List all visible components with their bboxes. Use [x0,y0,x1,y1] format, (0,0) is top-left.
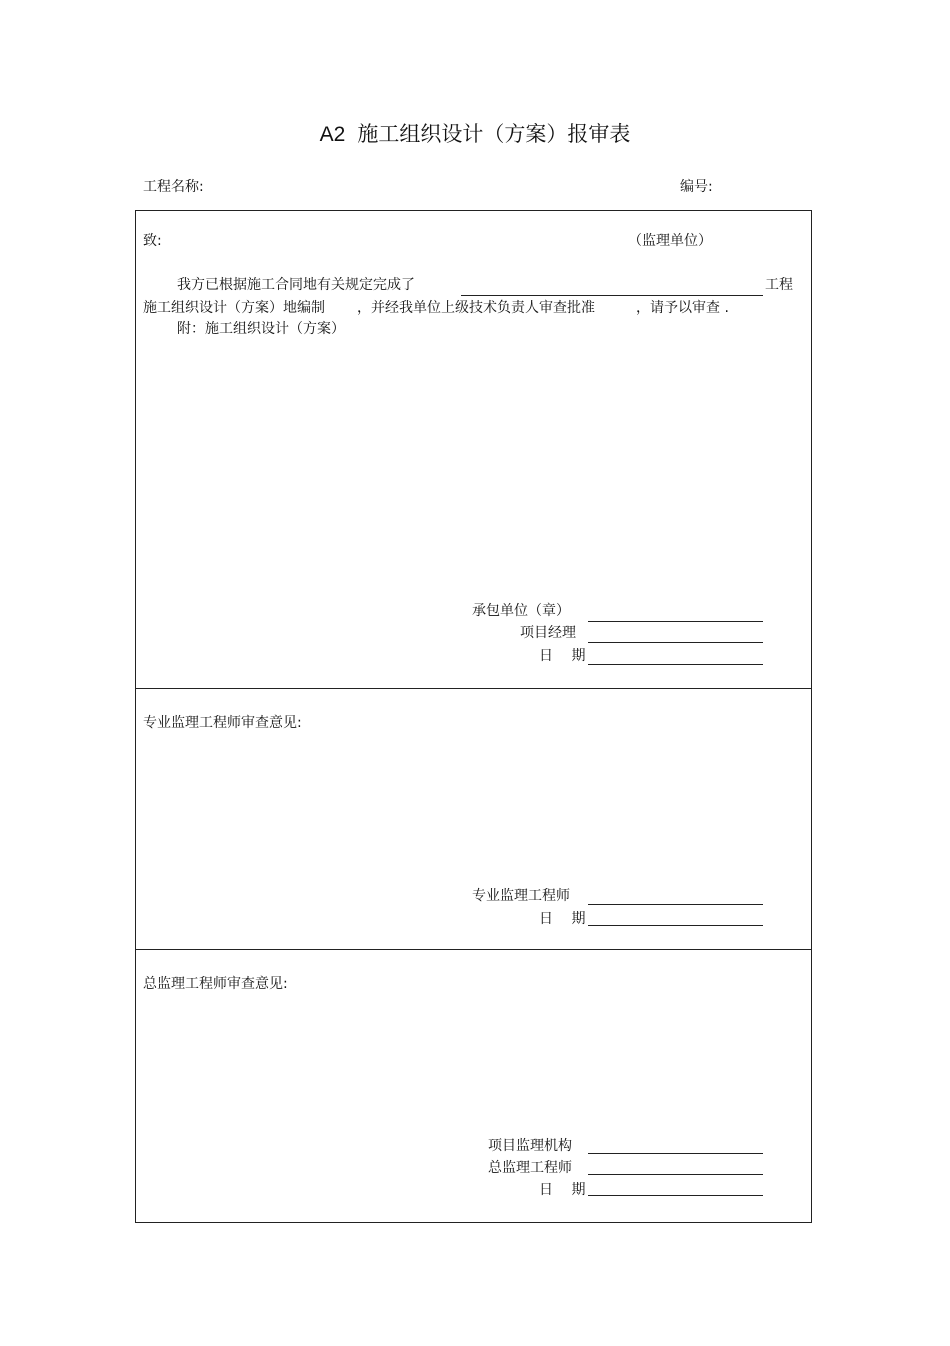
contractor-label: 承包单位（章） [472,603,570,619]
body-line1-suffix: 工程 [765,277,793,293]
body-line2-part-b: ，并经我单位上级技术负责人审查批准 [357,300,595,316]
body-line2-part-c: ，请予以审查 . [636,300,729,316]
section-divider-1 [135,688,812,689]
date-line-3[interactable] [588,1195,763,1196]
date-label-1: 日 期 [539,648,586,664]
section-divider-2 [135,949,812,950]
number-label: 编号: [680,179,713,195]
body-line1-prefix: 我方已根据施工合同地有关规定完成了 [177,277,415,293]
supervision-org-signature-line[interactable] [588,1153,763,1154]
attachment-line: 附：施工组织设计（方案） [177,321,345,337]
specialist-engineer-label: 专业监理工程师 [472,888,570,904]
project-manager-signature-line[interactable] [588,642,763,643]
date-label-2: 日 期 [539,911,586,927]
to-label: 致: [143,233,162,249]
contractor-signature-line[interactable] [588,621,763,622]
body-line2-part-a: 施工组织设计（方案）地编制 [143,300,325,316]
specialist-opinion-label: 专业监理工程师审查意见: [143,715,302,731]
date-line-2[interactable] [588,925,763,926]
chief-opinion-label: 总监理工程师审查意见: [143,976,288,992]
form-code: A2 [319,123,346,146]
supervision-org-label: 项目监理机构 [488,1138,572,1154]
date-label-3: 日 期 [539,1182,586,1198]
project-manager-label: 项目经理 [520,625,576,641]
date-line-1[interactable] [588,664,763,665]
supervision-unit-label: （监理单位） [628,233,712,249]
page-title [0,124,950,145]
chief-engineer-signature-line[interactable] [588,1174,763,1175]
project-name-blank[interactable] [461,295,763,296]
specialist-engineer-signature-line[interactable] [588,904,763,905]
project-name-label: 工程名称: [143,179,204,195]
chief-engineer-label: 总监理工程师 [488,1160,572,1176]
form-title: 施工组织设计（方案）报审表 [357,122,631,146]
